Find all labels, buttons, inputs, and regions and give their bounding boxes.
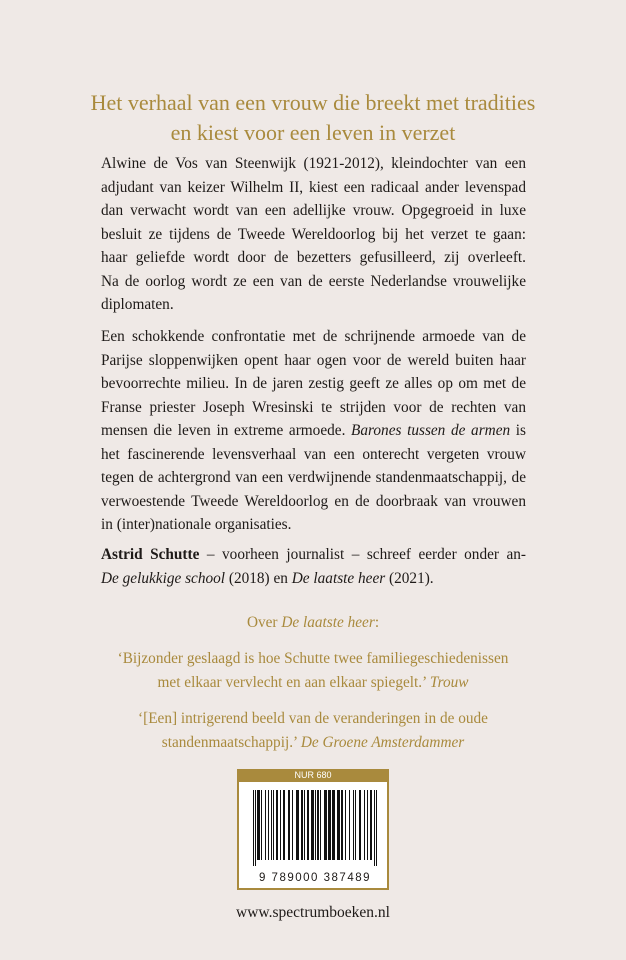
previous-book-title: De laatste heer (291, 569, 386, 587)
intro-line: besluit ze tijdens de Tweede Wereldoorlog bij het verzet te gaan: (101, 225, 526, 243)
review-quote (0, 707, 626, 754)
quote-source: Trouw (429, 673, 469, 691)
intro-line: haar geliefde wordt door de bezetters gefusilleerd, zij overleeft. (101, 249, 526, 266)
review-header (0, 611, 626, 635)
barcode-bar (301, 790, 303, 860)
story-line: Parijse sloppenwijken opent haar ogen voor de wereld buiten haar (101, 351, 526, 369)
barcode-bar (355, 790, 356, 860)
quote-source: De Groene Amsterdammer (300, 733, 465, 751)
intro-line: diplomaten. (101, 296, 174, 313)
barcode-bar (288, 790, 290, 860)
barcode-bar (317, 790, 319, 860)
story-line (101, 419, 526, 443)
tagline-line-1: Het verhaal van een vrouw die breekt met tradities (90, 90, 536, 115)
author-bio (101, 543, 526, 590)
story-paragraph (101, 325, 526, 537)
barcode-bar (257, 790, 260, 860)
intro-line: dan verwacht wordt van een adellijke vrouw. Opgegroeid in luxe (101, 202, 526, 219)
barcode-bar (364, 790, 365, 860)
barcode-bar (261, 790, 262, 860)
barcode-bar (292, 790, 293, 860)
barcode (237, 782, 389, 890)
story-line: Franse priester Joseph Wresinski te strijden voor de rechten van (101, 398, 526, 416)
barcode-bar (324, 790, 327, 860)
barcode-bar (370, 790, 372, 860)
barcode-bar (345, 790, 346, 860)
quote-line: standenmaatschappij.’ (161, 733, 301, 751)
barcode-bar (307, 790, 309, 860)
barcode-guard-bar (374, 790, 375, 866)
previous-book-title: De gelukkige school (101, 569, 226, 587)
publisher-website[interactable]: www.spectrumboeken.nl (236, 904, 390, 921)
barcode-bar (367, 790, 368, 860)
barcode-bar (311, 790, 314, 860)
tagline-line-2: en kiest voor een leven in verzet (170, 120, 456, 145)
author-line (101, 543, 526, 567)
barcode-bar (268, 790, 269, 860)
story-line: Een schokkende confrontatie met de schrijnende armoede van de (101, 328, 526, 345)
barcode-bar (273, 790, 274, 860)
barcode-bars (251, 790, 379, 866)
review-header-suffix: : (374, 614, 380, 631)
barcode-bar (337, 790, 340, 860)
review-header-title: De laatste heer (281, 614, 375, 631)
barcode-bar (296, 790, 299, 860)
author-line (101, 567, 526, 591)
story-line-text: is (510, 422, 526, 439)
story-line-text: mensen die leven in extreme armoede. (101, 422, 352, 439)
author-text: (2018) en (225, 569, 292, 587)
barcode-bar (276, 790, 278, 860)
quote-line: ‘Bijzonder geslaagd is hoe Schutte twee familiegeschiedenissen (117, 650, 509, 667)
barcode-guard-bar (255, 790, 256, 866)
barcode-bar (271, 790, 272, 860)
review-quote (0, 647, 626, 694)
barcode-bar (280, 790, 281, 860)
barcode-bar (328, 790, 331, 860)
nur-code: NUR 680 (237, 769, 389, 782)
story-line: tegen de achtergrond van een verdwijnende standenmaatschappij, de (101, 469, 526, 486)
author-name: Astrid Schutte (101, 546, 200, 563)
story-line: in (inter)nationale organisaties. (101, 516, 292, 533)
quote-line: ‘[Een] intrigerend beeld van de veranderingen in de oude (138, 710, 488, 727)
review-header-prefix: Over (246, 614, 282, 631)
intro-line: adjudant van keizer Wilhelm II, kiest een radicaal ander levenspad (101, 178, 526, 196)
barcode-block (237, 769, 389, 890)
barcode-bar (315, 790, 316, 860)
intro-line: Na de oorlog wordt ze een van de eerste Nederlandse vrouwelijke (101, 272, 526, 290)
barcode-bar (341, 790, 343, 860)
barcode-bar (320, 790, 321, 860)
isbn-digits: 9 789000 387489 (258, 872, 372, 884)
book-title: Barones tussen de armen (351, 422, 511, 439)
intro-line: Alwine de Vos van Steenwijk (1921-2012), kleindochter van een (101, 155, 526, 172)
barcode-guard-bar (376, 790, 377, 866)
barcode-bar (304, 790, 305, 860)
barcode-bar (349, 790, 350, 860)
barcode-bar (359, 790, 361, 860)
intro-paragraph (101, 152, 526, 317)
barcode-guard-bar (253, 790, 254, 866)
author-text: – voorheen journalist – schreef eerder onder an- (199, 546, 526, 563)
story-line: bevoorrechte milieu. In de jaren zestig geeft ze alles op om met de (101, 375, 526, 392)
story-line: verwoestende Tweede Wereldoorlog en de doorbraak van vrouwen (101, 492, 526, 510)
quote-line: met elkaar vervlecht en aan elkaar spiegelt.’ (157, 673, 430, 691)
barcode-bar (353, 790, 354, 860)
tagline (0, 88, 626, 148)
story-line: het fascinerende levensverhaal van een onterecht vergeten vrouw (101, 445, 526, 463)
barcode-bar (283, 790, 285, 860)
author-text: (2021). (385, 569, 434, 587)
barcode-bar (332, 790, 335, 860)
barcode-bar (265, 790, 266, 860)
